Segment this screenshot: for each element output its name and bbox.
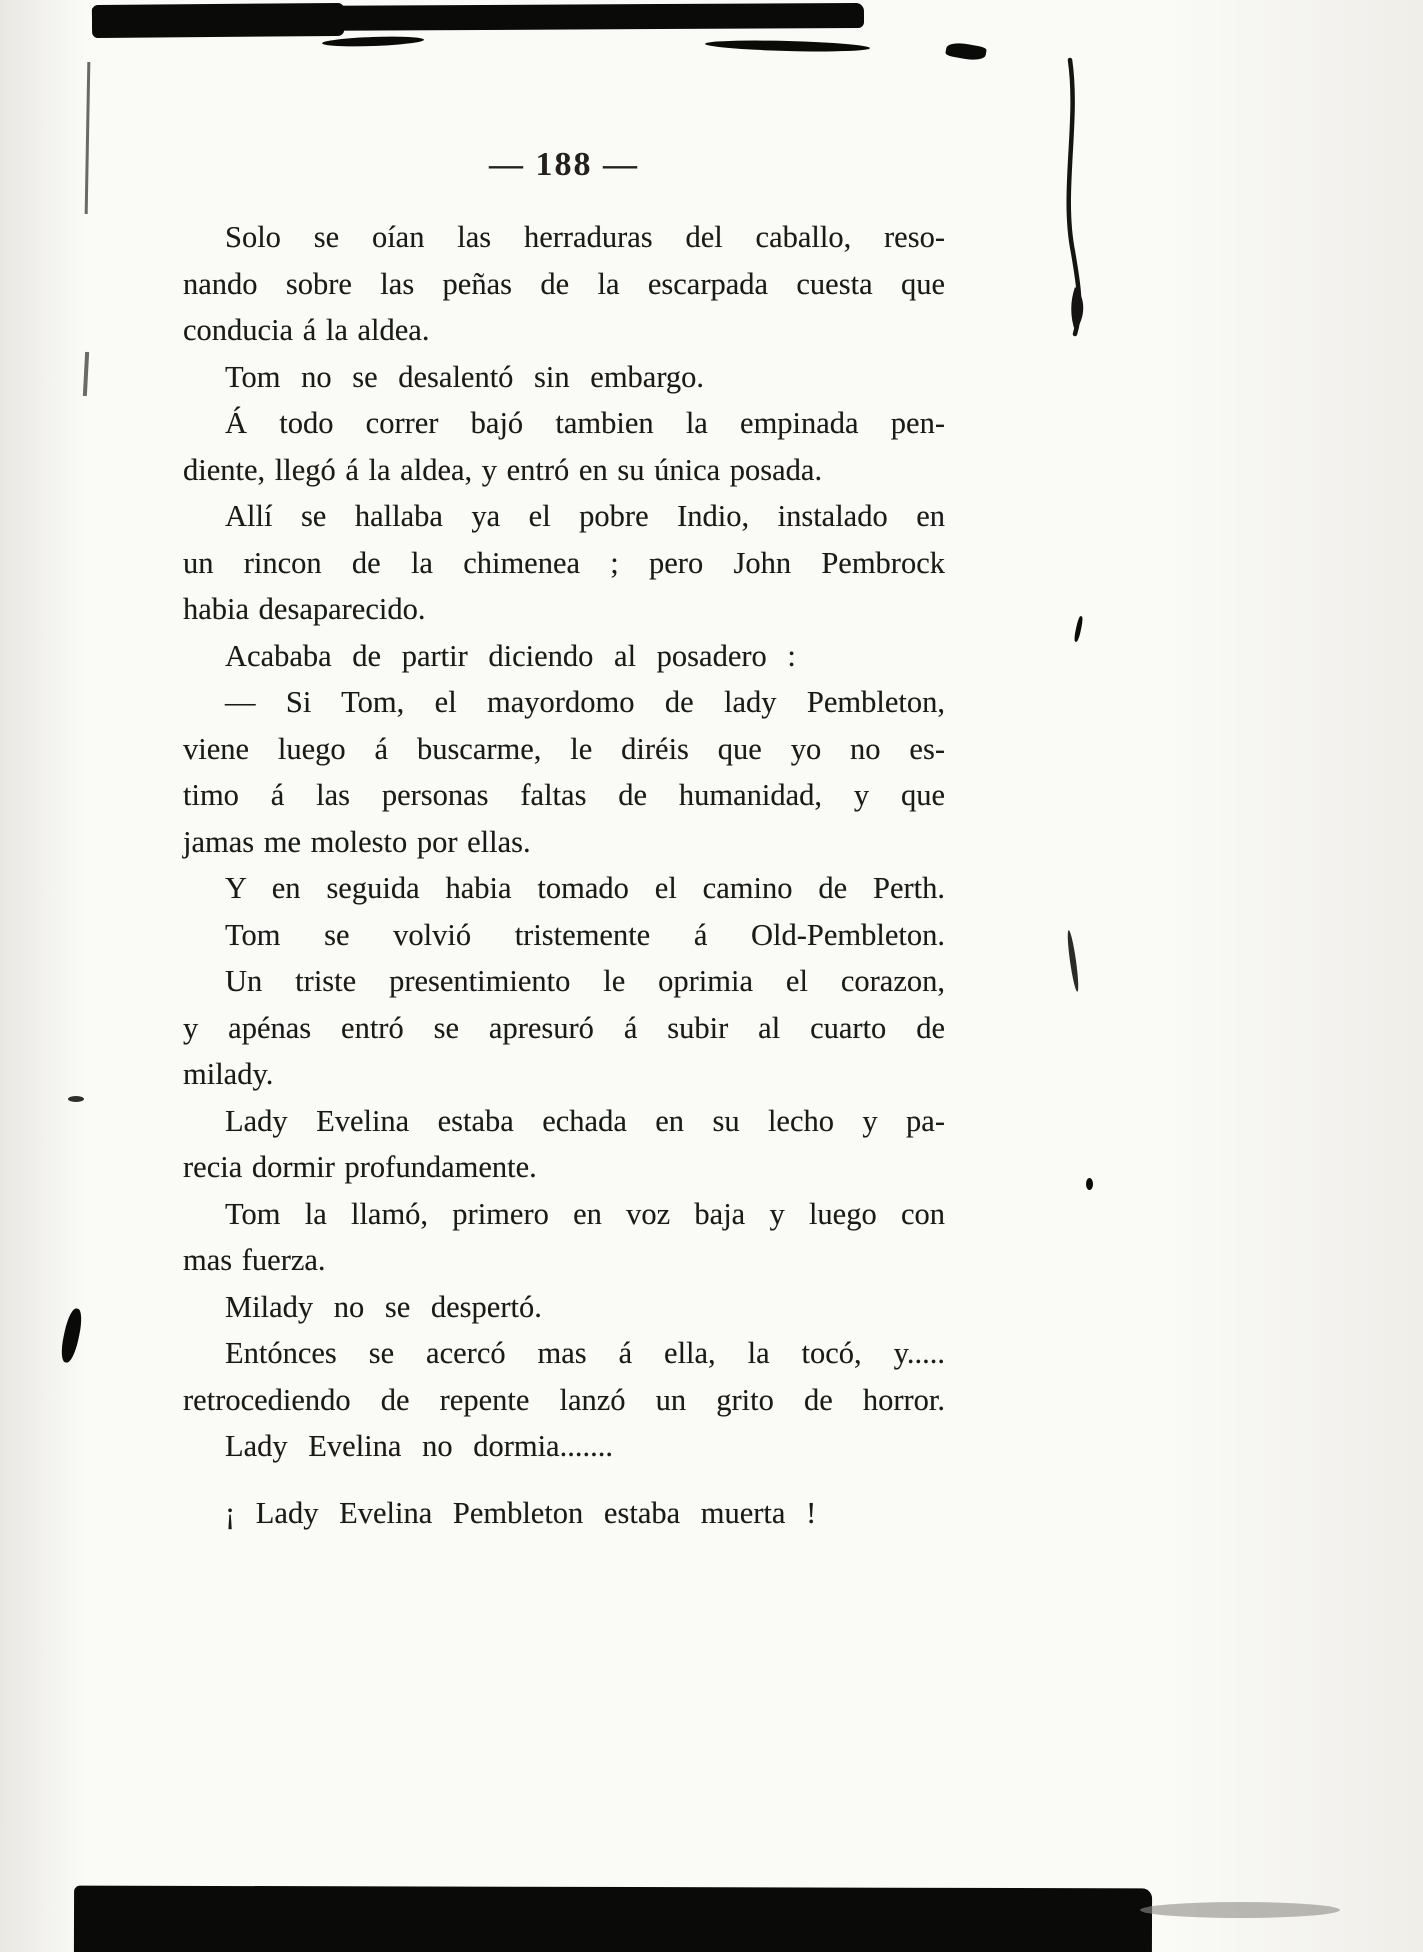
ink-mark-top-right (705, 39, 870, 53)
paragraph (183, 214, 945, 354)
text-line: diente, llegó á la aldea, y entró en su única posada. (183, 452, 823, 487)
text-line: conducia á la aldea. (183, 313, 430, 347)
text-line: Entónces se acercó mas á ella, la tocó, y..... (225, 1336, 945, 1370)
text-line: y apénas entró se apresuró á subir al cuarto de (183, 1010, 945, 1045)
text-line: Allí se hallaba ya el pobre Indio, instalado en (225, 499, 945, 533)
paragraph (183, 679, 945, 865)
ink-smudge-bottom-bar (74, 1886, 1152, 1952)
ink-tick-left-margin (83, 352, 89, 396)
text-line: — Si Tom, el mayordomo de lady Pembleton, (225, 685, 945, 719)
text-line: mas fuerza. (183, 1243, 326, 1277)
paper-edge-shading-right (1163, 0, 1423, 1952)
paragraph (183, 958, 945, 1098)
text-line: timo á las personas faltas de humanidad, y que (183, 778, 945, 812)
ink-line-left-margin (85, 62, 91, 214)
ink-smudge-bottom-tail (1140, 1902, 1340, 1918)
text-line: Milady no se despertó. (225, 1289, 542, 1324)
paragraph (183, 1490, 945, 1537)
text-line: Lady Evelina no dormia....... (225, 1429, 613, 1463)
paragraph (183, 1423, 945, 1470)
text-line: Acababa de partir diciendo al posadero : (225, 638, 796, 673)
ink-dash-left-margin (68, 1096, 84, 1102)
ink-scribble-top-corner (945, 41, 987, 63)
text-line: un rincon de la chimenea ; pero John Pembrock (183, 545, 945, 580)
text-line: habia desaparecido. (183, 592, 426, 626)
text-line: Á todo correr bajó tambien la empinada pen- (225, 406, 945, 440)
paper-edge-shading-left (0, 0, 85, 1952)
text-line: jamas me molesto por ellas. (183, 824, 531, 859)
text-line: milady. (183, 1057, 274, 1091)
paragraph (183, 912, 945, 959)
text-line: Tom se volvió tristemente á Old-Pembleton. (225, 917, 945, 952)
text-line: retrocediendo de repente lanzó un grito de horror. (183, 1382, 945, 1417)
paragraph (183, 400, 945, 493)
paragraph (183, 354, 945, 401)
ink-stem-mark-right-margin (1045, 52, 1115, 342)
text-line: viene luego á buscarme, le diréis que yo no es- (183, 731, 945, 766)
text-line: Solo se oían las herraduras del caballo, reso- (225, 220, 945, 254)
text-line: Un triste presentimiento le oprimia el corazon, (225, 964, 945, 998)
paragraph (183, 1098, 945, 1191)
text-block (183, 214, 945, 1536)
paragraph (183, 1191, 945, 1284)
paragraph (183, 1284, 945, 1331)
ink-dot-right-margin (1086, 1178, 1093, 1190)
paragraph (183, 865, 945, 912)
text-line: Y en seguida habia tomado el camino de Perth. (225, 871, 945, 905)
ink-tick-right-margin (1073, 616, 1083, 642)
page-number: — 188 — (489, 146, 639, 183)
text-line: Lady Evelina estaba echada en su lecho y pa- (225, 1103, 945, 1138)
paragraph (183, 633, 945, 680)
ink-squiggle-top (322, 35, 424, 48)
text-line: nando sobre las peñas de la escarpada cuesta que (183, 266, 945, 301)
text-line: Tom la llamó, primero en voz baja y luego con (225, 1196, 945, 1231)
text-line: ¡ Lady Evelina Pembleton estaba muerta ! (225, 1495, 817, 1530)
text-line: recia dormir profundamente. (183, 1150, 537, 1184)
paragraph (183, 1330, 945, 1423)
ink-smudge-top-bar-left (92, 3, 344, 38)
ink-curl-right-margin (1066, 930, 1081, 992)
text-line: Tom no se desalentó sin embargo. (225, 359, 705, 394)
paragraph (183, 493, 945, 633)
